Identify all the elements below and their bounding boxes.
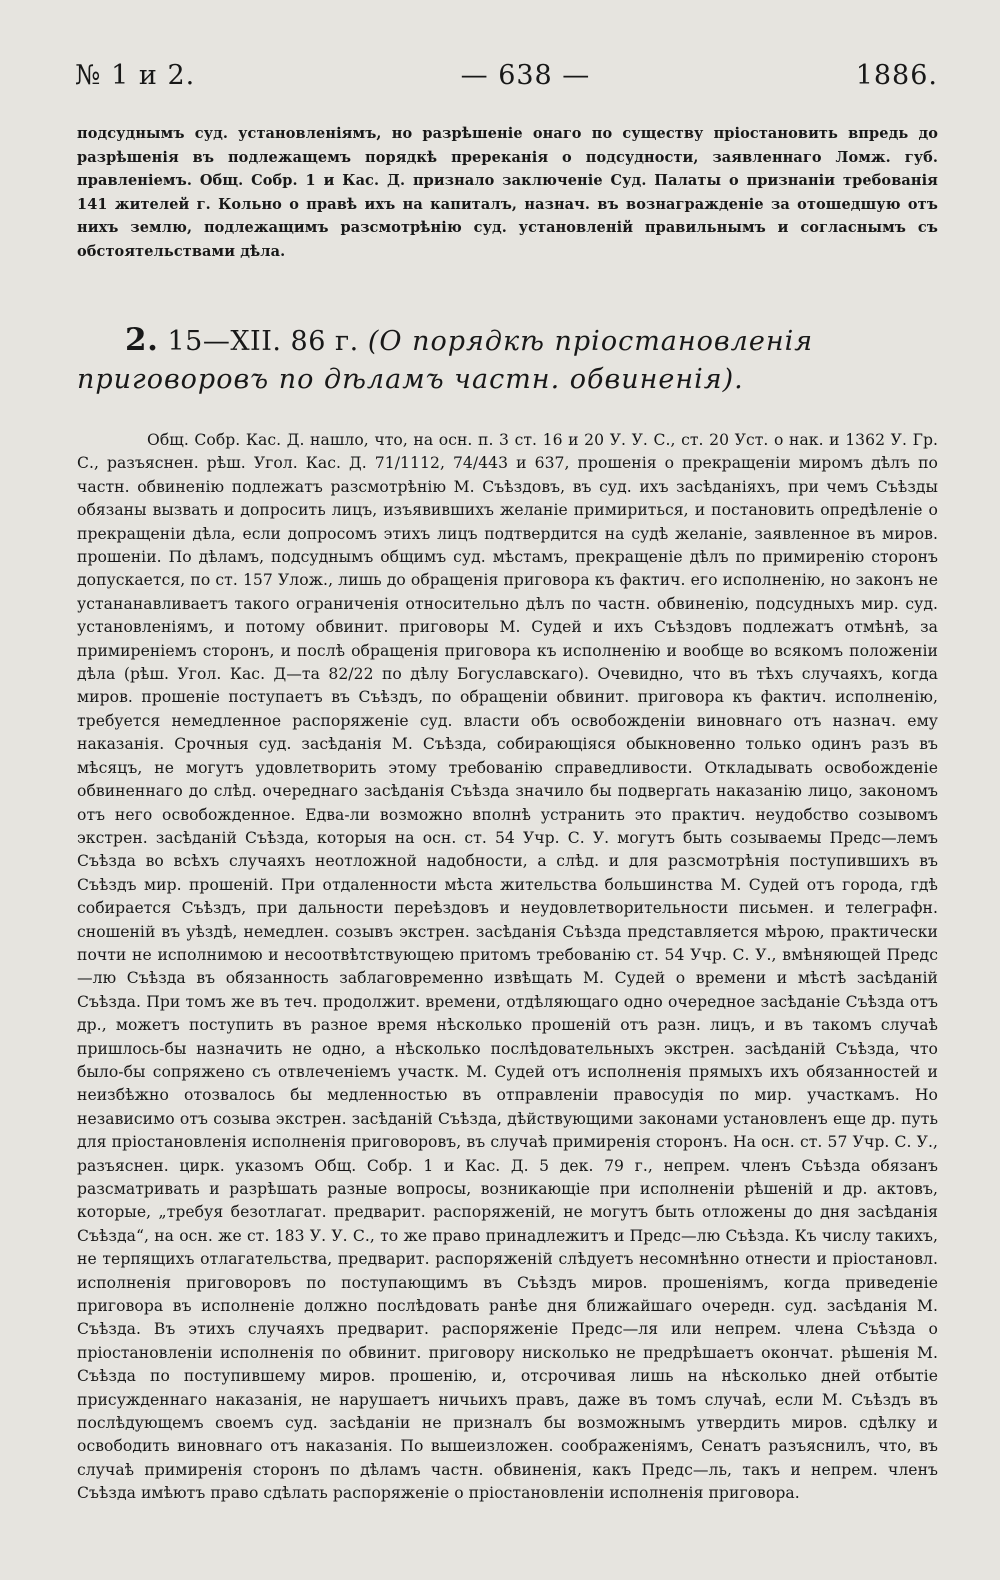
section-body-paragraph: Общ. Собр. Кас. Д. нашло, что, на осн. п. 3 ст. 16 и 20 У. У. С., ст. 20 Уст. о нак. и 1362 У. Гр. С., разъяснен. рѣш. Угол. Кас. Д. 71/1112, 74/443 и 637, прошенія о прекращеніи миромъ дѣлъ по частн. обвиненію подлежатъ разсмотрѣнію М. Съѣздовъ, въ суд. ихъ засѣданіяхъ, при чемъ Съѣзды обязаны вызвать и допросить лицъ, изъявившихъ желаніе примириться, и постановить опредѣленіе о прекращеніи дѣла, если допросомъ этихъ лицъ подтвердится на судѣ желаніе, заявленное въ миров. прошеніи. По дѣламъ, подсуднымъ общимъ суд. мѣстамъ, прекращеніе дѣлъ по примиренію сторонъ допускается, по ст. 157 Улож., лишь до обращенія приговора къ фактич. его исполненію, но законъ не устананавливаетъ такого ограниченія относительно дѣлъ по частн. обвиненію, подсудныхъ мир. суд. установленіямъ, и потому обвинит. приговоры М. Судей и ихъ Съѣздовъ подлежатъ отмѣнѣ, за примиреніемъ сторонъ, и послѣ обращенія приговора къ исполненію и вообще во всякомъ положеніи дѣла (рѣш. Угол. Кас. Д—та 82/22 по дѣлу Богуславскаго). Очевидно, что въ тѣхъ случаяхъ, когда миров. прошеніе поступаетъ въ Съѣздъ, по обращеніи обвинит. приговора къ фактич. исполненію, требуется немедленное распоряженіе суд. власти объ освобожденіи виновнаго отъ назнач. ему наказанія. Срочныя суд. засѣданія М. Съѣзда, собирающіяся обыкновенно только одинъ разъ въ мѣсяцъ, не могутъ удовлетворить этому требованію справедливости. Откладывать освобожденіе обвиненнаго до слѣд. очереднаго засѣданія Съѣзда значило бы подвергать наказанію лицо, закономъ отъ него освобожденное. Едва-ли возможно вполнѣ устранить это практич. неудобство созывомъ экстрен. засѣданій Съѣзда, которыя на осн. ст. 54 Учр. С. У. могутъ быть созываемы Предс—лемъ Съѣзда во всѣхъ случаяхъ неотложной надобности, а слѣд. и для разсмотрѣнія поступившихъ въ Съѣздъ мир. прошеній. При отдаленности мѣста жительства большинства М. Судей отъ города, гдѣ собирается Съѣздъ, при дальности переѣздовъ и неудовлетворительности письмен. и телеграфн. сношеній въ уѣздѣ, немедлен. созывъ экстрен. засѣданія Съѣзда представляется мѣрою, практически почти не исполнимою и несоотвѣтствующею притомъ требованію ст. 54 Учр. С. У., вмѣняющей Предс—лю Съѣзда въ обязанность заблаговременно извѣщать М. Судей о времени и мѣстѣ засѣданій Съѣзда. При томъ же въ теч. продолжит. времени, отдѣляющаго одно очередное засѣданіе Съѣзда отъ др., можетъ поступить въ разное время нѣсколько прошеній отъ разн. лицъ, и въ такомъ случаѣ пришлось-бы назначить не одно, а нѣсколько послѣдовательныхъ экстрен. засѣданій Съѣзда, что было-бы сопряжено съ отвлеченіемъ участк. М. Судей отъ исполненія прямыхъ ихъ обязанностей и неизбѣжно отозвалось бы медленностью въ отправленіи правосудія по мир. участкамъ. Но независимо отъ созыва экстрен. засѣданій Съѣзда, дѣйствующими законами установленъ еще др. путь для пріостановленія исполненія приговоровъ, въ случаѣ примиренія сторонъ. На осн. ст. 57 Учр. С. У., разъяснен. цирк. указомъ Общ. Собр. 1 и Кас. Д. 5 дек. 79 г., непрем. членъ Съѣзда обязанъ разсматривать и разрѣшать разные вопросы, возникающіе при исполненіи рѣшеній и др. актовъ, которые, „требуя безотлагат. предварит. распоряженій, не могутъ быть отложены до дня засѣданія Съѣзда“, на осн. же ст. 183 У. У. С., то же право принадлежитъ и Предс—лю Съѣзда. Къ числу такихъ, не терпящихъ отлагательства, предварит. распоряженій слѣдуетъ несомнѣнно отнести и пріостановл. исполненія приговоровъ по поступающимъ въ Съѣздъ миров. прошеніямъ, когда приведеніе приговора въ исполненіе должно послѣдовать ранѣе дня ближайшаго очередн. суд. засѣданія М. Съѣзда. Въ этихъ случаяхъ предварит. распоряженіе Предс—ля или непрем. члена Съѣзда о пріостановленіи исполненія по обвинит. приговору нисколько не предрѣшаетъ окончат. рѣшенія М. Съѣзда по поступившему миров. прошенію, и, отсрочивая лишь на нѣсколько дней отбытіе присужденнаго наказанія, не нарушаетъ ничьихъ правъ, даже въ томъ случаѣ, если М. Съѣздъ въ послѣдующемъ своемъ суд. засѣданіи не призналъ бы возможнымъ утвердить миров. сдѣлку и освободить виновнаго отъ наказанія. По вышеизложен. соображеніямъ, Сенатъ разъяснилъ, что, въ случаѣ примиренія сторонъ по дѣламъ частн. обвиненія, какъ Предс—ль, такъ и непрем. членъ Съѣзда имѣютъ право сдѣлать распоряженіе о пріостановленіи исполненія приговора. [77, 431, 938, 1503]
year: 1886. [855, 60, 938, 91]
running-header [75, 60, 938, 106]
section-heading [77, 321, 938, 399]
page-number: — 638 — [460, 60, 591, 91]
section-date: 15—XII. 86 г. [167, 326, 359, 357]
section-number: 2. [125, 322, 159, 358]
issue-number: № 1 и 2. [75, 60, 196, 91]
continued-paragraph: подсуднымъ суд. установленіямъ, но разрѣшеніе онаго по существу пріостановить впредь до разрѣшенія въ подлежащемъ порядкѣ пререканія о подсудности, заявленнаго Ломж. губ. правленіемъ. Общ. Собр. 1 и Кас. Д. признало заключеніе Суд. Палаты о признаніи требованія 141 жителей г. Кольно о правѣ ихъ на капиталъ, назнач. въ вознагражденіе за отошедшую отъ нихъ землю, подлежащимъ разсмотрѣнію суд. установленій правильнымъ и согласнымъ съ обстоятельствами дѣла. [77, 125, 938, 260]
section-title: (О порядкѣ пріостановленія приговоровъ по дѣламъ частн. обвиненія). [77, 326, 814, 395]
